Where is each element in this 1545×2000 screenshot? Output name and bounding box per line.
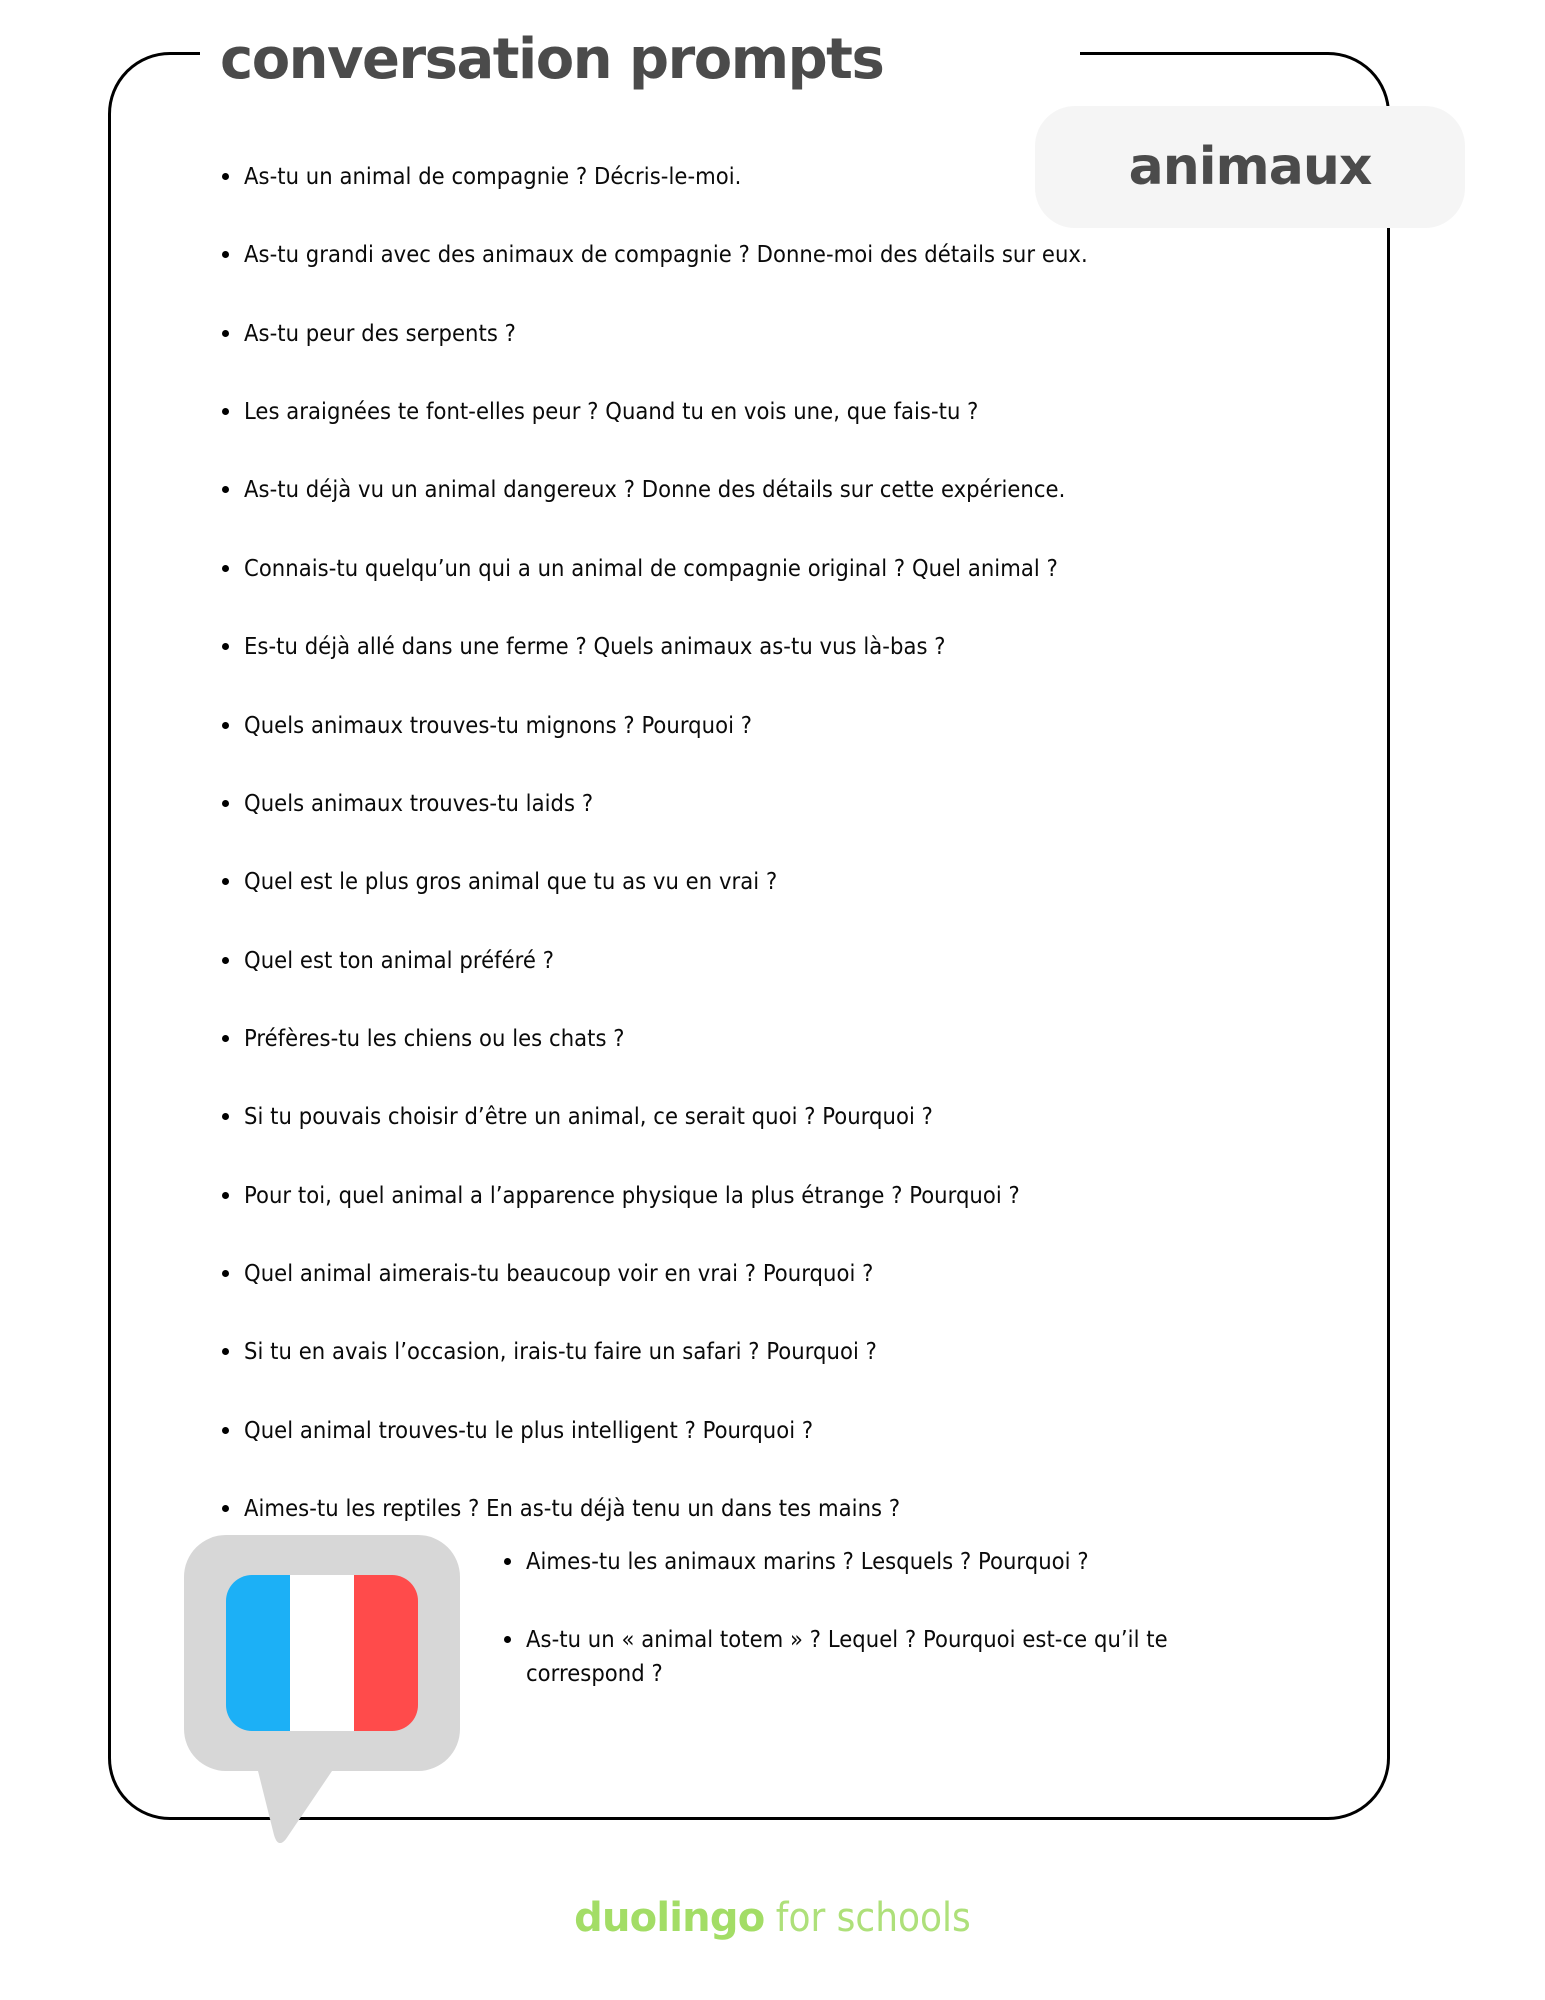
topic-badge-label: animaux [1128,137,1372,197]
prompt-list-item: As-tu grandi avec des animaux de compagnie ? Donne-moi des détails sur eux. [208,238,1218,271]
conversation-prompt-list-indented [490,1545,1220,1735]
prompt-list-item: Préfères-tu les chiens ou les chats ? [208,1022,1218,1055]
prompt-list-item: As-tu déjà vu un animal dangereux ? Donne des détails sur cette expérience. [208,473,1218,506]
prompt-list-item: Quel animal trouves-tu le plus intelligent ? Pourquoi ? [208,1414,1218,1447]
prompt-list-item: Quels animaux trouves-tu mignons ? Pourquoi ? [208,709,1218,742]
prompt-list-item: As-tu un « animal totem » ? Lequel ? Pourquoi est-ce qu’il te correspond ? [490,1623,1220,1690]
prompt-list-item: As-tu peur des serpents ? [208,317,1218,350]
prompt-list-item: As-tu un animal de compagnie ? Décris-le-moi. [208,160,1218,193]
prompt-list-item: Aimes-tu les animaux marins ? Lesquels ? Pourquoi ? [490,1545,1220,1578]
prompt-list-item: Quel est ton animal préféré ? [208,944,1218,977]
prompt-list-item: Si tu en avais l’occasion, irais-tu faire un safari ? Pourquoi ? [208,1335,1218,1368]
conversation-prompt-list [208,160,1218,1570]
prompt-list-item: Les araignées te font-elles peur ? Quand tu en vois une, que fais-tu ? [208,395,1218,428]
topic-badge [1035,106,1465,228]
footer [0,1895,1545,1941]
prompt-list-item: Aimes-tu les reptiles ? En as-tu déjà tenu un dans tes mains ? [208,1492,1218,1525]
prompt-list-item: Si tu pouvais choisir d’être un animal, ce serait quoi ? Pourquoi ? [208,1100,1218,1133]
footer-suffix: for schools [764,1895,971,1941]
french-flag-speech-bubble-icon [182,1533,462,1843]
prompt-list-item: Pour toi, quel animal a l’apparence physique la plus étrange ? Pourquoi ? [208,1179,1218,1212]
prompt-list-item: Quels animaux trouves-tu laids ? [208,787,1218,820]
page-title: conversation prompts [220,27,884,92]
prompt-list-item: Es-tu déjà allé dans une ferme ? Quels animaux as-tu vus là-bas ? [208,630,1218,663]
duolingo-for-schools-logo [574,1895,971,1941]
prompt-list-item: Quel animal aimerais-tu beaucoup voir en vrai ? Pourquoi ? [208,1257,1218,1290]
prompt-list-item: Quel est le plus gros animal que tu as vu en vrai ? [208,865,1218,898]
prompt-list-item: Connais-tu quelqu’un qui a un animal de compagnie original ? Quel animal ? [208,552,1218,585]
footer-brand: duolingo [574,1895,765,1941]
